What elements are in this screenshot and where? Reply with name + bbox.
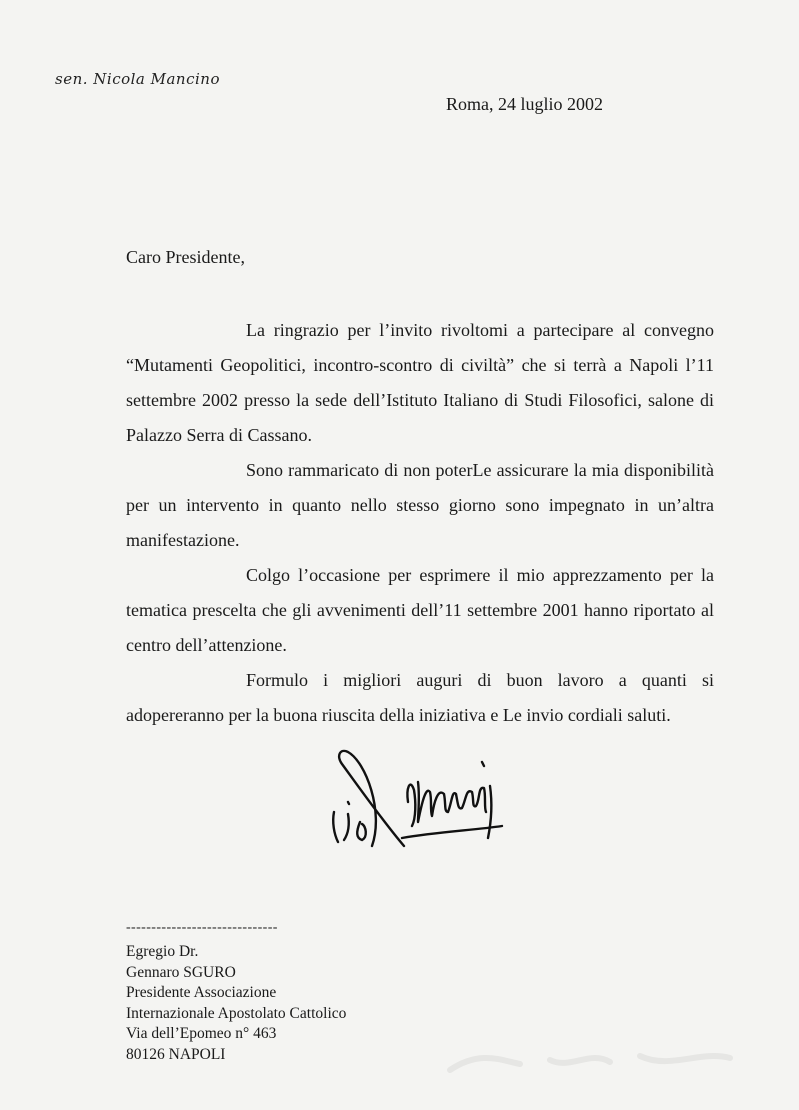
letterhead-sender: sen. Nicola Mancino [55,70,220,88]
address-line: Internazionale Apostolato Cattolico [126,1004,347,1022]
recipient-address [126,942,346,1065]
address-line: Gennaro SGURO [126,963,236,981]
address-line: 80126 NAPOLI [126,1045,226,1063]
body-paragraph-3: Colgo l’occasione per esprimere il mio apprezzamento per la tematica prescelta che gli avvenimenti dell’11 settembre 2001 hanno riportato al centro dell’attenzione. [126,565,714,655]
paper-smudge [440,1030,740,1090]
body-paragraph-4: Formulo i migliori auguri di buon lavoro a quanti si adopereranno per la buona riuscita della iniziativa e Le invio cordiali saluti. [126,670,714,725]
letter-body [126,313,714,733]
address-separator: ------------------------------ [126,920,278,935]
letter-date: Roma, 24 luglio 2002 [446,94,603,114]
body-paragraph-1: La ringrazio per l’invito rivoltomi a partecipare al convegno “Mutamenti Geopolitici, incontro-scontro di civiltà” che si terrà a Napoli l’11 settembre 2002 presso la sede dell’Istituto Italiano di Studi Filosofici, salone di Palazzo Serra di Cassano. [126,320,714,445]
handwritten-signature [326,742,511,852]
address-line: Egregio Dr. [126,943,199,960]
address-line: Via dell’Epomeo n° 463 [126,1025,277,1042]
salutation: Caro Presidente, [126,247,245,267]
address-line: Presidente Associazione [126,984,277,1001]
body-paragraph-2: Sono rammaricato di non poterLe assicurare la mia disponibilità per un intervento in quanto nello stesso giorno sono impegnato in un’altra manifestazione. [126,460,714,550]
